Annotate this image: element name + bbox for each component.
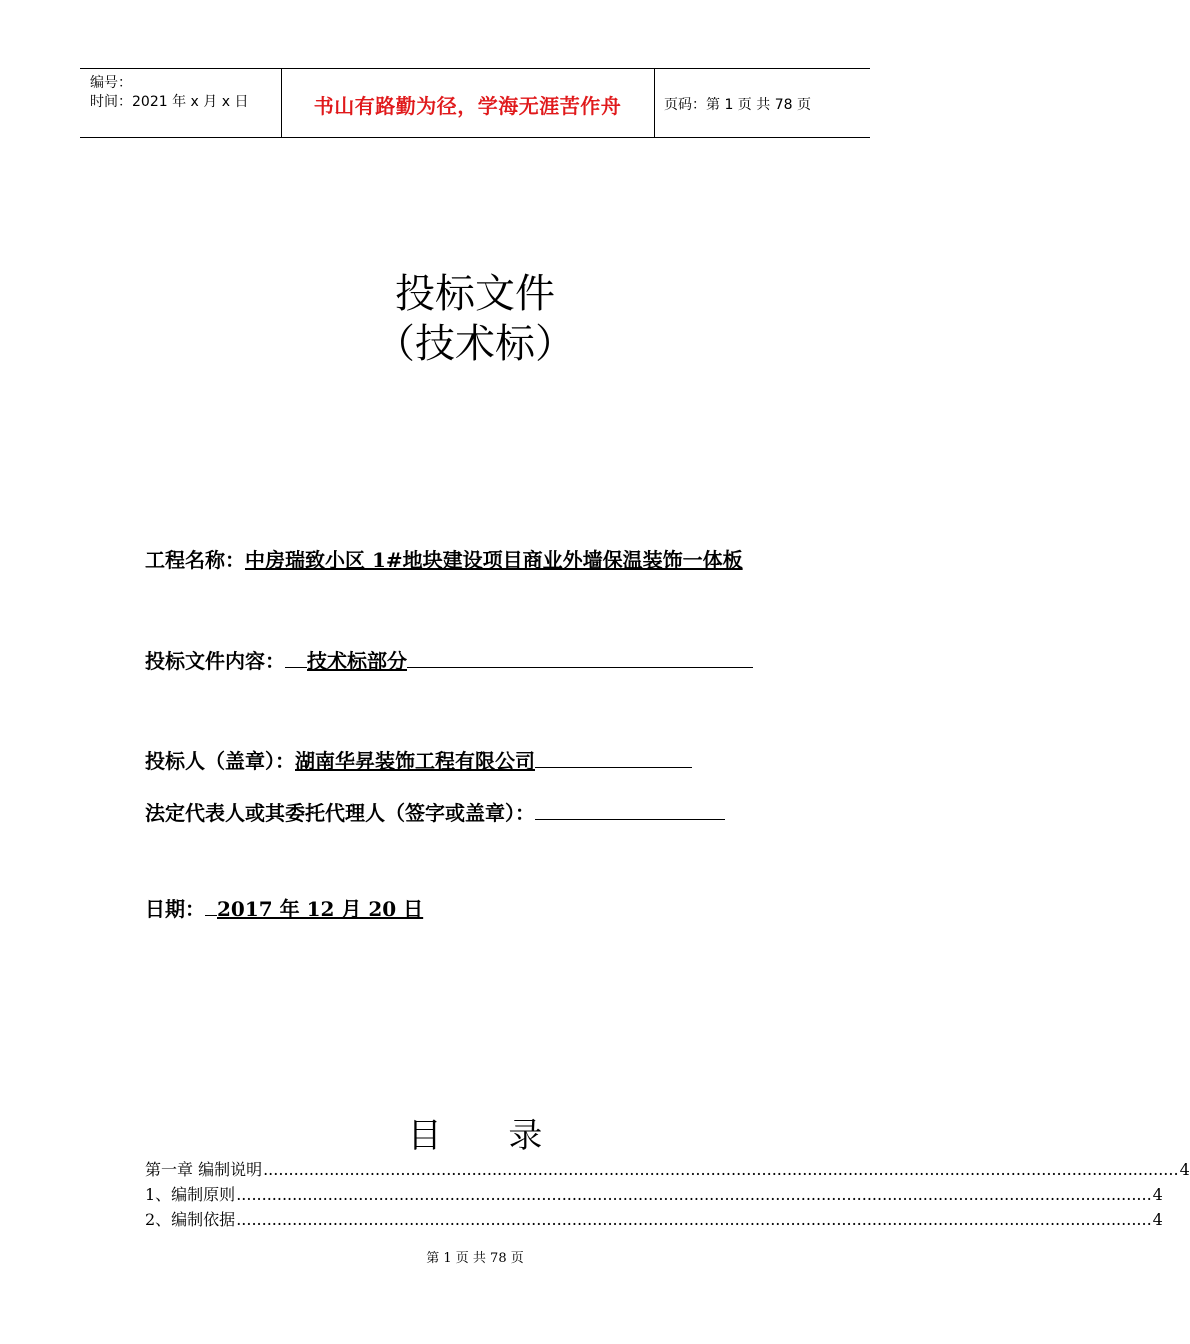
time-label: 时间：2021 年 x 月 x 日 xyxy=(90,94,249,110)
bidder-value: 湖南华昇装饰工程有限公司 xyxy=(295,749,535,773)
number-label: 编号： xyxy=(90,75,132,91)
toc-entry-label: 第一章 编制说明 xyxy=(145,1160,263,1179)
date-label: 日期： xyxy=(145,897,205,921)
toc-entry-page: 4 xyxy=(1152,1185,1163,1204)
toc-entry-page: 4 xyxy=(1179,1160,1190,1179)
toc-entry-label: 2、编制依据 xyxy=(145,1210,236,1229)
toc-leader-dots: .................................................................................................................................................................................... xyxy=(263,1160,1179,1179)
header-page-cell xyxy=(655,69,870,137)
header-motto-cell xyxy=(281,69,655,137)
project-name-line xyxy=(145,544,743,573)
representative-line xyxy=(145,797,725,826)
document-header xyxy=(80,68,870,138)
motto-text: 书山有路勤为径，学海无涯苦作舟 xyxy=(313,94,622,118)
representative-label: 法定代表人或其委托代理人（签字或盖章）： xyxy=(145,801,535,825)
toc-entry[interactable] xyxy=(145,1157,1190,1180)
underline-blank xyxy=(535,747,692,768)
header-meta-cell xyxy=(80,69,282,137)
toc-entry-label: 1、编制原则 xyxy=(145,1185,236,1204)
project-name-value: 中房瑞致小区 1#地块建设项目商业外墙保温装饰一体板 xyxy=(245,548,743,572)
toc-entry[interactable] xyxy=(145,1182,1163,1205)
underline-blank xyxy=(205,895,217,916)
page-info: 页码：第 1 页 共 78 页 xyxy=(664,97,811,113)
bid-content-value: 技术标部分 xyxy=(307,649,407,673)
toc-entry-page: 4 xyxy=(1152,1210,1163,1229)
document-title: 投标文件 xyxy=(395,271,555,317)
bid-content-label: 投标文件内容： xyxy=(145,649,285,673)
date-value: 2017 年 12 月 20 日 xyxy=(217,897,424,921)
toc-leader-dots: .................................................................................................................................................................................... xyxy=(236,1210,1152,1229)
bidder-label: 投标人（盖章）： xyxy=(145,749,295,773)
toc-title: 目 录 xyxy=(407,1116,571,1156)
date-line xyxy=(145,893,423,922)
bidder-line xyxy=(145,745,692,774)
bid-content-line xyxy=(145,645,753,674)
signature-blank xyxy=(535,799,725,820)
toc-leader-dots: .................................................................................................................................................................................... xyxy=(236,1185,1152,1204)
underline-blank xyxy=(407,647,753,668)
underline-blank xyxy=(285,647,307,668)
page-footer: 第 1 页 共 78 页 xyxy=(426,1251,524,1266)
toc-entry[interactable] xyxy=(145,1207,1163,1230)
document-subtitle: （技术标） xyxy=(375,321,575,367)
project-name-label: 工程名称： xyxy=(145,548,245,572)
